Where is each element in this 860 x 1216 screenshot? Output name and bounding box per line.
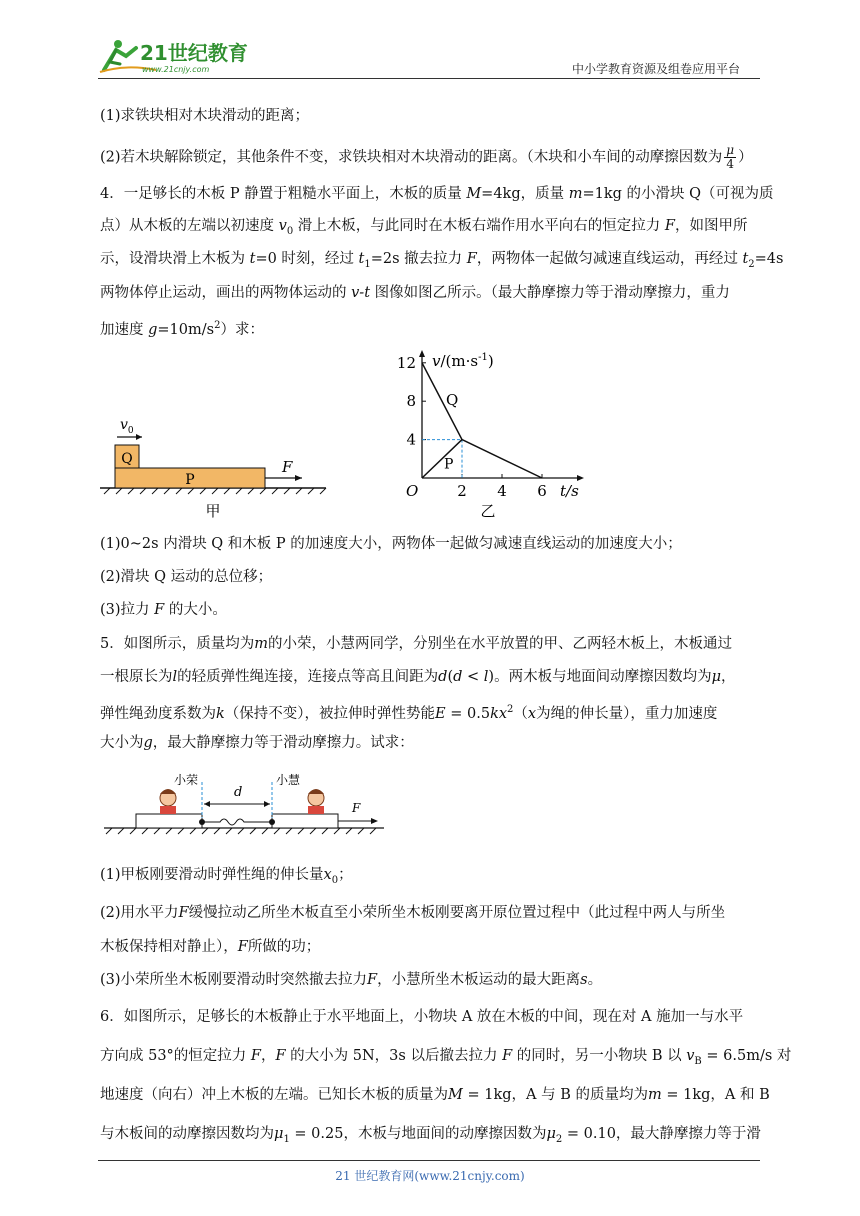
- q5-stem-line2: 一根原长为l的轻质弹性绳连接，连接点等高且间距为d(d < l)。两木板与地面间动摩擦因数均为μ，: [100, 669, 736, 685]
- person-xiaohui-icon: [308, 789, 324, 814]
- q4-part3: (3)拉力 F 的大小。: [100, 602, 227, 618]
- q6-stem-line1: 6．如图所示，足够长的木板静止于水平地面上，小物块 A 放在木板的中间，现在对 A 施加一与水平: [100, 1009, 744, 1025]
- label-d: d: [234, 785, 243, 800]
- q5-part3: (3)小荣所坐木板刚要滑动时突然撤去拉力F，小慧所坐木板运动的最大距离s。: [100, 972, 603, 988]
- q4-stem-line4: 两物体停止运动，画出的两物体运动的 v-t 图像如图乙所示。（最大静摩擦力等于滑动摩擦力，重力: [100, 285, 730, 301]
- q6-stem-line4: 与木板间的动摩擦因数均为$\mu_1 = 0.25$，木板与地面间的动摩擦因数为$\mu_2 = 0.10$，最大静摩擦力等于滑: [100, 1126, 761, 1145]
- q5-part2-line1: (2)用水平力F缓慢拉动乙所坐木板直至小荣所坐木板刚要离开原位置过程中（此过程中两人与所坐: [100, 905, 726, 921]
- x-axis-label: t/s: [560, 482, 579, 500]
- q4-stem-line1: 4．一足够长的木板 P 静置于粗糙水平面上，木板的质量 M=4kg，质量 m=1kg 的小滑块 Q（可视为质: [100, 186, 774, 202]
- footer-text: 21 世纪教育网(www.21cnjy.com): [335, 1169, 525, 1183]
- y-tick-label-12: 12: [396, 353, 416, 372]
- q5-stem-line1: 5．如图所示，质量均为m的小荣，小慧两同学，分别坐在水平放置的甲、乙两轻木板上，木板通过: [100, 636, 732, 652]
- platform-name: 中小学教育资源及组卷应用平台: [572, 62, 741, 76]
- caption-yi: 乙: [480, 502, 496, 520]
- svg-text:www.21cnjy.com: www.21cnjy.com: [142, 65, 210, 74]
- q4-stem-line3: 示，设滑块滑上木板为 t=0 时刻，经过 $t_1=2s$ 撤去拉力 F，两物体一起做匀减速直线运动，再经过 $t_2=4s$: [100, 251, 784, 270]
- origin-label: O: [406, 482, 419, 500]
- mu-over-4-fraction: $\frac{\mu}{4}$: [726, 143, 735, 171]
- series-line-P: [422, 440, 462, 478]
- label-F: F: [282, 458, 293, 476]
- label-xiaorong: 小荣: [174, 773, 199, 787]
- series-label-Q: Q: [446, 391, 459, 410]
- ground-hatching: [104, 488, 326, 494]
- figure-yi-vt-chart: [392, 346, 602, 522]
- q6-stem-line2: 方向成 53°的恒定拉力 F，F 的大小为 5N，3s 以后撤去拉力 F 的同时，另一小物块 B 以 $v_B = 6.5m/s$ 对: [100, 1048, 792, 1067]
- q5-stem-line4: 大小为g，最大静摩擦力等于滑动摩擦力。试求：: [100, 735, 414, 751]
- person-xiaorong-icon: [160, 789, 176, 814]
- q5-part1: (1)甲板刚要滑动时弹性绳的伸长量$x_0$；: [100, 867, 353, 886]
- board-jia: [136, 814, 202, 828]
- figure-q5: [100, 768, 390, 840]
- elastic-rope: [202, 819, 272, 825]
- y-tick-label-4: 4: [406, 430, 416, 449]
- x-tick-label-4: 4: [497, 482, 507, 500]
- y-tick-label-8: 8: [406, 392, 416, 411]
- series-label-P: P: [444, 456, 454, 473]
- y-axis-label: $v/(m\cdot s^{-1})$: [432, 352, 494, 370]
- header-divider: [98, 78, 760, 79]
- q3-part2: (2)若木块解除锁定，其他条件不变，求铁块相对木块滑动的距离。（木块和小车间的动摩擦因数为 $\frac{\mu}{4}$ ）: [100, 143, 753, 171]
- x-tick-label-2: 2: [457, 482, 467, 500]
- footer-divider: [98, 1160, 760, 1161]
- q4-part1: (1)0~2s 内滑块 Q 和木板 P 的加速度大小，两物体一起做匀减速直线运动的加速度大小；: [100, 536, 682, 552]
- q5-part2-line2: 木板保持相对静止），F所做的功；: [100, 939, 321, 955]
- q3-part1: (1)求铁块相对木块滑动的距离；: [100, 108, 310, 124]
- q6-stem-line3: 地速度（向右）冲上木板的左端。已知长木板的质量为M = 1kg，A 与 B 的质量均为m = 1kg，A 和 B: [100, 1087, 770, 1103]
- x-tick-label-6: 6: [537, 482, 547, 500]
- label-v0: $v_0$: [120, 417, 134, 436]
- q5-stem-line3: 弹性绳劲度系数为k（保持不变），被拉伸时弹性势能$E = 0.5kx^2(x$为绳的伸长量），重力加速度: [100, 704, 718, 722]
- label-F: F: [352, 801, 361, 815]
- caption-jia: 甲: [205, 502, 221, 520]
- label-xiaohui: 小慧: [276, 773, 301, 787]
- ground-hatching: [106, 828, 376, 834]
- q4-part2: (2)滑块 Q 运动的总位移；: [100, 569, 273, 585]
- q4-stem-line5: 加速度 $g=10m/s^2$）求：: [100, 320, 264, 338]
- svg-text:21世纪教育: 21世纪教育: [140, 41, 248, 65]
- site-logo: [96, 34, 266, 78]
- figure-jia: [96, 410, 332, 522]
- board-yi: [272, 814, 338, 828]
- q4-stem-line2: 点）从木板的左端以初速度 $v_0$ 滑上木板，与此同时在木板右端作用水平向右的恒定拉力 F，如图甲所: [100, 218, 748, 237]
- label-Q: Q: [121, 451, 133, 467]
- label-P: P: [185, 472, 195, 488]
